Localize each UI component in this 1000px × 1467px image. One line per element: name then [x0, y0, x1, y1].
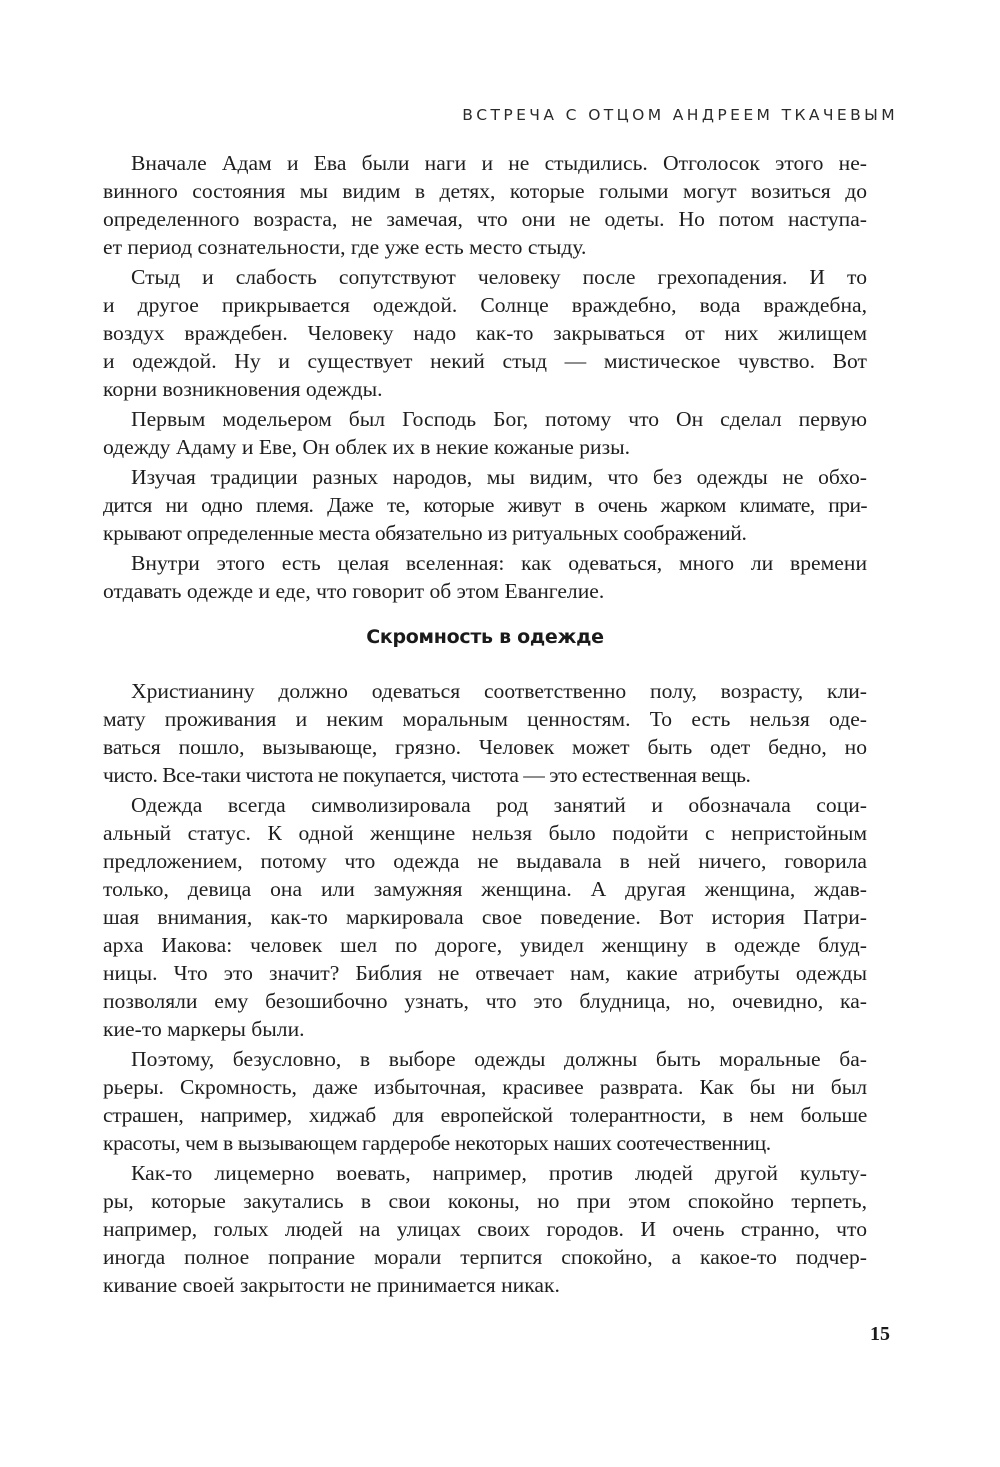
text-line: крывают определенные места обязательно из ритуальных соображений. — [103, 521, 747, 545]
text-line: страшен, например, хиджаб для европейской толерантности, в нем больше — [103, 1103, 867, 1127]
page-number: 15 — [870, 1323, 890, 1345]
text-line: чисто. Все-таки чистота не покупается, чистота — это естественная вещь. — [103, 763, 751, 787]
text-line: Христианину должно одеваться соответственно полу, возрасту, кли- — [131, 679, 867, 703]
text-line: Вначале Адам и Ева были наги и не стыдились. Отголосок этого не- — [131, 151, 867, 175]
text-line: шая внимания, как-то маркировала свое поведение. Вот история Патри- — [103, 905, 867, 929]
section-text — [103, 677, 867, 1299]
text-line: Изучая традиции разных народов, мы видим, что без одежды не обхо- — [131, 465, 867, 489]
text-line: Внутри этого есть целая вселенная: как одеваться, много ли времени — [131, 551, 867, 575]
paragraph — [103, 149, 867, 261]
running-head: ВСТРЕЧА С ОТЦОМ АНДРЕЕМ ТКАЧЕВЫМ — [462, 106, 898, 124]
text-line: позволяли ему безошибочно узнать, что это блудница, но, очевидно, ка- — [103, 989, 867, 1013]
text-line: винного состояния мы видим в детях, которые голыми могут возиться до — [103, 179, 867, 203]
text-line: воздух враждебен. Человеку надо как-то закрываться от них жилищем — [103, 321, 867, 345]
paragraph — [103, 405, 867, 461]
text-line: например, голых людей на улицах своих городов. И очень странно, что — [103, 1217, 867, 1241]
text-line: альный статус. К одной женщине нельзя было подойти с непристойным — [103, 821, 867, 845]
text-line: отдавать одежде и еде, что говорит об этом Евангелие. — [103, 579, 605, 603]
text-line: определенного возраста, не замечая, что они не одеты. Но потом наступа- — [103, 207, 867, 231]
text-line: только, девица она или замужняя женщина. А другая женщина, ждав- — [103, 877, 867, 901]
text-line: Как-то лицемерно воевать, например, против людей другой культу- — [131, 1161, 867, 1185]
paragraph — [103, 1045, 867, 1157]
text-line: Первым модельером был Господь Бог, потому что Он сделал первую — [131, 407, 867, 431]
text-line: иногда полное попрание морали терпится спокойно, а какое-то подчер- — [103, 1245, 867, 1269]
text-line: и одеждой. Ну и существует некий стыд — мистическое чувство. Вот — [103, 349, 867, 373]
text-line: кие-то маркеры были. — [103, 1017, 305, 1041]
text-line: ет период сознательности, где уже есть место стыду. — [103, 235, 587, 259]
text-line: дится ни одно племя. Даже те, которые живут в очень жарком климате, при- — [103, 493, 867, 517]
text-line: и другое прикрывается одеждой. Солнце враждебно, вода враждебна, — [103, 293, 867, 317]
text-line: кивание своей закрытости не принимается никак. — [103, 1273, 560, 1297]
text-line: арха Иакова: человек шел по дороге, увидел женщину в одежде блуд- — [103, 933, 867, 957]
text-line: ницы. Что это значит? Библия не отвечает нам, какие атрибуты одежды — [103, 961, 867, 985]
paragraph — [103, 263, 867, 403]
text-line: корни возникновения одежды. — [103, 377, 383, 401]
text-line: ры, которые закутались в свои коконы, но при этом спокойно терпеть, — [103, 1189, 867, 1213]
text-line: предложением, потому что одежда не выдавала в ней ничего, говорила — [103, 849, 867, 873]
paragraph — [103, 677, 867, 789]
paragraph — [103, 549, 867, 605]
text-line: Поэтому, безусловно, в выборе одежды должны быть моральные ба- — [131, 1047, 867, 1071]
paragraph — [103, 463, 867, 547]
paragraph — [103, 791, 867, 1043]
intro-text — [103, 149, 867, 605]
text-line: Стыд и слабость сопутствуют человеку после грехопадения. И то — [131, 265, 867, 289]
section-heading: Скромность в одежде — [366, 626, 604, 648]
text-line: красоты, чем в вызывающем гардеробе некоторых наших соотечественниц. — [103, 1131, 771, 1155]
text-line: мату проживания и неким моральным ценностям. То есть нельзя оде- — [103, 707, 867, 731]
text-line: рьеры. Скромность, даже избыточная, красивее разврата. Как бы ни был — [103, 1075, 867, 1099]
text-line: ваться пошло, вызывающе, грязно. Человек может быть одет бедно, но — [103, 735, 867, 759]
text-line: Одежда всегда символизировала род занятий и обозначала соци- — [131, 793, 867, 817]
text-line: одежду Адаму и Еве, Он облек их в некие кожаные ризы. — [103, 435, 631, 459]
paragraph — [103, 1159, 867, 1299]
